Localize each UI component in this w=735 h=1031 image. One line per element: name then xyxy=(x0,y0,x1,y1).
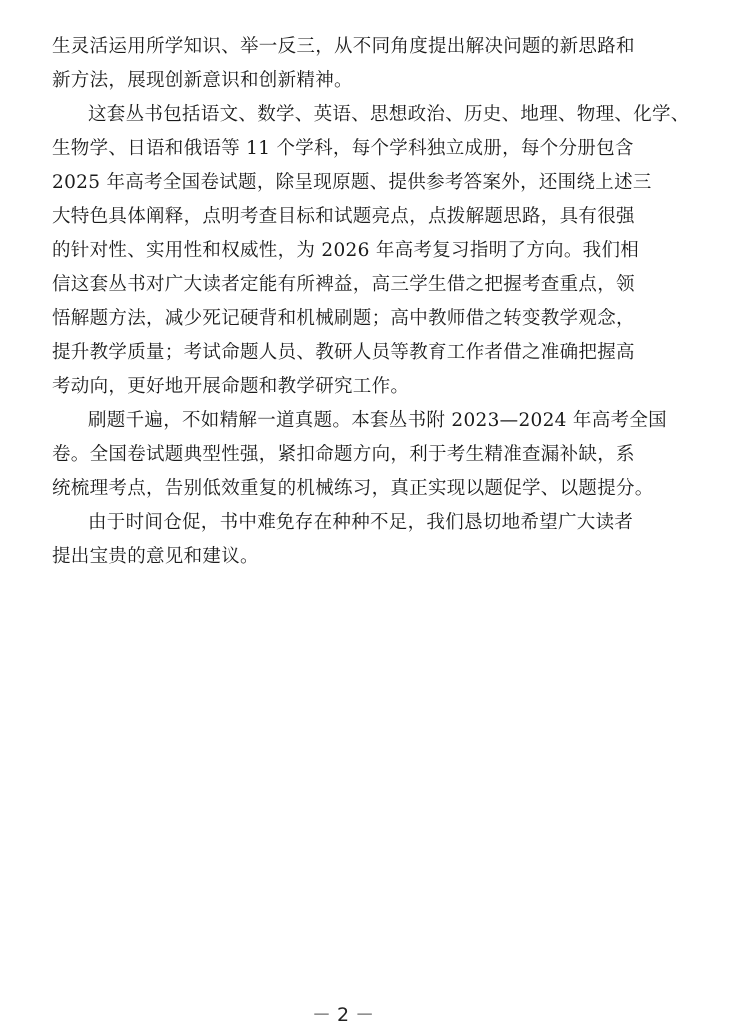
text-line: 新方法，展现创新意识和创新精神。 xyxy=(52,70,353,91)
text-line: 信这套丛书对广大读者定能有所裨益，高三学生借之把握考查重点，领 xyxy=(52,274,635,295)
text-line: 统梳理考点，告别低效重复的机械练习，真正实现以题促学、以题提分。 xyxy=(52,478,654,499)
page-number-text: － 2 － xyxy=(312,1004,375,1026)
text-line: 由于时间仓促，书中难免存在种种不足，我们恳切地希望广大读者 xyxy=(88,512,634,533)
paragraph xyxy=(52,98,690,404)
text-line: 2025 年高考全国卷试题，除呈现原题、提供参考答案外，还围绕上述三 xyxy=(52,172,652,193)
text-line: 提升教学质量；考试命题人员、教研人员等教育工作者借之准确把握高 xyxy=(52,342,635,363)
text-line: 生物学、日语和俄语等 11 个学科，每个学科独立成册，每个分册包含 xyxy=(52,138,634,159)
text-line: 考动向，更好地开展命题和教学研究工作。 xyxy=(52,376,410,397)
text-line: 卷。全国卷试题典型性强，紧扣命题方向，利于考生精准查漏补缺，系 xyxy=(52,444,635,465)
text-line: 提出宝贵的意见和建议。 xyxy=(52,546,259,567)
text-line: 这套丛书包括语文、数学、英语、思想政治、历史、地理、物理、化学、 xyxy=(88,104,690,125)
paragraph xyxy=(52,30,664,98)
text-line: 大特色具体阐释，点明考查目标和试题亮点，点拨解题思路，具有很强 xyxy=(52,206,635,227)
paragraph xyxy=(52,404,667,506)
text-line: 生灵活运用所学知识、举一反三，从不同角度提出解决问题的新思路和 xyxy=(52,36,635,57)
page-number xyxy=(312,1003,382,1027)
paragraph xyxy=(52,506,664,574)
document-body xyxy=(52,30,690,574)
text-line: 的针对性、实用性和权威性，为 2026 年高考复习指明了方向。我们相 xyxy=(52,240,640,261)
text-line: 刷题千遍，不如精解一道真题。本套丛书附 2023—2024 年高考全国 xyxy=(88,410,667,431)
text-line: 悟解题方法，减少死记硬背和机械刷题；高中教师借之转变教学观念， xyxy=(52,308,635,329)
